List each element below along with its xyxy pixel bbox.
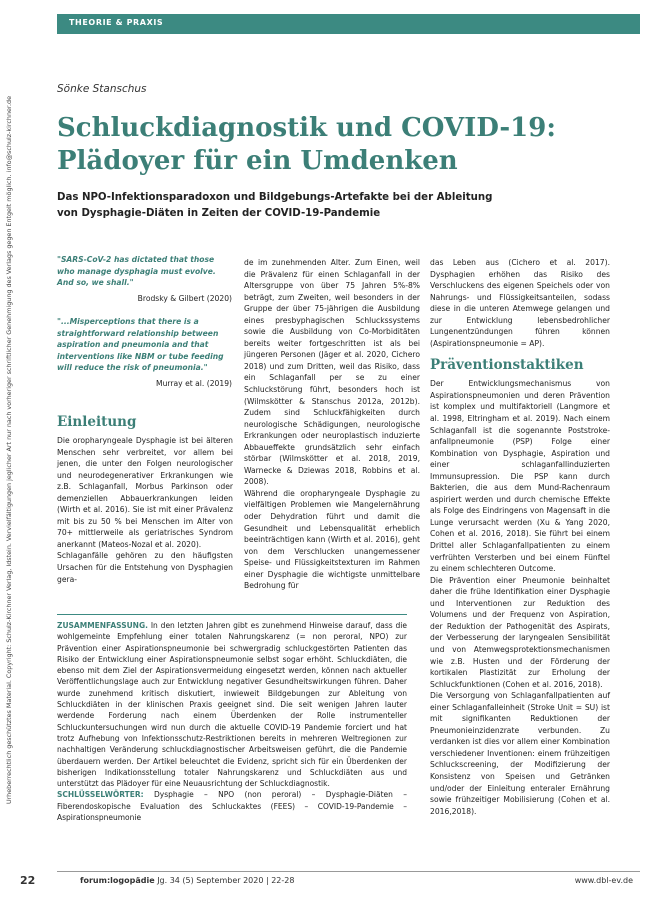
section-band — [57, 14, 640, 34]
article-title — [57, 112, 617, 178]
epigraph-quotes — [57, 254, 232, 401]
section-heading-praevention: Präventionstaktiken — [430, 357, 584, 374]
abstract-label: ZUSAMMENFASSUNG. — [57, 621, 148, 630]
copyright-text: Urheberrechtlich geschütztes Material. Copyright: Schulz-Kirchner Verlag, Idstein. Vervielfältigungen jeglicher Art nur nach vorheriger schriftlicher Genehmigung des Verlags gegen Entgelt möglich. info@schulz-kirchner.de — [5, 95, 13, 805]
journal-info — [80, 876, 294, 885]
title-line-1: Schluckdiagnostik und COVID-19: — [57, 113, 556, 143]
title-line-2: Plädoyer für ein Umdenken — [57, 146, 458, 176]
journal-name: forum:logopädie — [80, 876, 155, 885]
paragraph: Der Entwicklungsmechanismus von Aspirationspneumonien und deren Prävention ist komplex und multifaktoriell (Langmore et al. 1998, Eltringham et al. 2019). Nach einem Schlaganfall ist die sogenannte Poststroke-anfallpneumonie (PSP) Folge einer Kombination von Dysphagie, Aspiration und einer schlaganfallinduzierten Immunsupression. Die PSP kann durch Bakterien, die aus dem Mund-Rachenraum aspiriert werden und durch chemische Effekte als Folge des Eindringens von Magensaft in die Lunge verursacht werden (Xu & Yang 2020, Cohen et al. 2016, 2018). Sie führt bei einem Drittel aller Schlaganfallpatienten zu einem verfrühten Versterben und bei einem Fünftel zu einem schlechteren Outcome. — [430, 379, 610, 574]
subtitle-line-2: von Dysphagie-Diäten in Zeiten der COVID-19-Pandemie — [57, 208, 381, 219]
summary-divider — [57, 614, 407, 615]
column-1 — [57, 406, 233, 585]
paragraph: de im zunehmenden Alter. Zum Einen, weil die Prävalenz für einen Schlaganfall in der Altersgruppe von über 75 Jahren 5%-8% beträgt, zum Zweiten, weil besonders in der Gruppe der über 75-jährigen die Ausbildung eines presbyphagischen Schluckssystems sowie die Ausbildung von Co-Morbiditäten bereits weiter fortgeschritten ist als bei jüngeren Personen (Jäger et al. 2020, Cichero 2018) und zum Dritten, weil das Risiko, dass ein Schlaganfall per se zu einer Schluckstörung führt, besonders hoch ist (Wilmskötter & Stanschus 2012a, 2012b). Zudem sind Schluckfähigkeiten durch neurologische Schädigungen, neurologische Erkrankungen oder neuroplastisch induzierte Abbaueffekte grundsätzlich sehr einfach störbar (Wilmskötter et al. 2018, 2019, Warnecke & Dziewas 2018, Robbins et al. 2008). — [244, 258, 420, 487]
author: Sönke Stanschus — [57, 83, 147, 95]
section-label: THEORIE & PRAXIS — [69, 18, 164, 27]
website-link[interactable]: www.dbl-ev.de — [574, 876, 633, 885]
abstract — [57, 620, 407, 823]
section-heading-einleitung: Einleitung — [57, 414, 137, 430]
quote-source: Brodsky & Gilbert (2020) — [137, 293, 232, 303]
page-number: 22 — [20, 874, 36, 887]
footer-divider — [57, 871, 640, 872]
paragraph: das Leben aus (Cichero et al. 2017). Dysphagien erhöhen das Risiko des Verschluckens des eigenen Speichels oder von Nahrungs- und Flüssigkeitsanteilen, sodass diese in die unteren Atemwege gelangen und zur Entwicklung lebensbedrohlicher Lungenentzündungen führen können (Aspirationspneumonie = AP). — [430, 258, 610, 348]
quote-text: "SARS-CoV-2 has dictated that those who manage dysphagia must evolve. And so, we shall." — [57, 255, 216, 287]
paragraph: Während die oropharyngeale Dysphagie zu vielfältigen Problemen wie Mangelernährung oder Dehydration führt und damit die Gesundheit und Lebensqualität erheblich beeinträchtigen kann (Wirth et al. 2016), geht von dem Verschlucken unangemessener Speise- und Flüssigkeitstexturen im Rahmen einer Dysphagie die wichtigste unmittelbare Bedrohung für — [244, 488, 420, 591]
paragraph: Die Prävention einer Pneumonie beinhaltet daher die frühe Identifikation einer Dysphagie und Interventionen zur Reduktion des Volumens und der Frequenz von Aspiration, der Reduktion der Pathogenität des Aspirats, der Verbesserung der laryngealen Sensibilität und von Atemwegsprotektionsmechanismen wie z.B. Husten und der Förderung der kortikalen Plastizität zur Erholung der Schluckfunktionen (Cohen et al. 2016, 2018). — [430, 575, 610, 689]
quote-source: Murray et al. (2019) — [156, 378, 232, 388]
article-subtitle — [57, 190, 617, 222]
issue-info: Jg. 34 (5) September 2020 | 22-28 — [157, 876, 295, 885]
column-3 — [430, 257, 610, 817]
copyright-sidenote — [3, 30, 15, 870]
keywords-text: Dysphagie – NPO (non peroral) – Dysphagie-Diäten – Fiberendoskopische Evaluation des Schluckaktes (FEES) – COVID-19-Pandemie – Aspirationspneumonie — [57, 790, 407, 823]
abstract-text: In den letzten Jahren gibt es zunehmend Hinweise darauf, dass die wohlgemeinte Empfehlung einer totalen Nahrungskarenz (= non peroral, NPO) zur Prävention einer Aspirationspneumonie bei schwergradig schluckgestörten Patienten das Risiko der Entwicklung einer Aspirationspneumonie selbst sogar erhöht. Schluckdiäten, die ebenso mit dem Ziel der Aspirationsvermeidung eingesetzt werden, können nach aktueller Veröffentlichungslage auch zur Entwicklung negativer Gesundheitswirkungen führen. Daher wurde zunehmend kritisch diskutiert, inwieweit Bildgebungen zur Ableitung von Schluckdiäten in der klinischen Praxis geeignet sind. Die seit wenigen Jahren lauter werdende Forderung nach einem Überdenken der Rolle instrumenteller Schluckuntersuchungen wird nun durch die aktuelle COVID-19 Pandemie forciert und hat trotz Aufhebung von Infektionsschutz-Restriktionen bereits in mehreren Weltregionen zur nachhaltigen Veränderung schluckdiagnostischer Arbeitsweisen geführt, die die Pandemie überdauern werden. Der Artikel beleuchtet die Evidenz, spricht sich für ein Überdenken der bisherigen Indikationsstellung totaler Nahrungskarenz und Schluckdiäten aus und unterstützt das Plädoyer für eine Neuausrichtung der Schluckdiagnostik. — [57, 621, 407, 789]
page-footer — [20, 875, 640, 889]
keywords-label: SCHLÜSSELWÖRTER: — [57, 790, 144, 800]
column-2 — [244, 257, 420, 592]
paragraph: Schlaganfälle gehören zu den häufigsten Ursachen für die Entstehung von Dysphagien gera- — [57, 551, 233, 584]
subtitle-line-1: Das NPO-Infektionsparadoxon und Bildgebungs-Artefakte bei der Ableitung — [57, 192, 493, 203]
paragraph: Die oropharyngeale Dysphagie ist bei älteren Menschen sehr verbreitet, vor allem bei jenen, die unter den Folgen neurologischer und neurodegenerativer Erkrankungen wie z.B. Schlaganfall, Morbus Parkinson oder demenziellen Abbauerkrankungen leiden (Wirth et al. 2016). Sie ist mit einer Prävalenz mit bis zu 50 % bei Menschen im Alter von 70+ mittlerweile als geriatrisches Syndrom anerkannt (Mateos-Nozal et al. 2020). — [57, 436, 233, 549]
paragraph: Die Versorgung von Schlaganfallpatienten auf einer Schlaganfalleinheit (Stroke Unit = SU) ist mit signifikanten Reduktionen der Pneumonieinzidenzrate verbunden. Zu verdanken ist dies vor allem einer Kombination verschiedener Inventionen: einem frühzeitigen Schluckscreening, der Modifizierung der Konsistenz von Speisen und Getränken und/oder der Einleitung enteraler Ernährung sowie frühzeitiger Mobilisierung (Cohen et al. 2016,2018). — [430, 691, 610, 816]
quote-text: "...Misperceptions that there is a straightforward relationship between aspiration and pneumonia and that interventions like NBM or tube feeding will reduce the risk of pneumonia." — [57, 317, 224, 372]
